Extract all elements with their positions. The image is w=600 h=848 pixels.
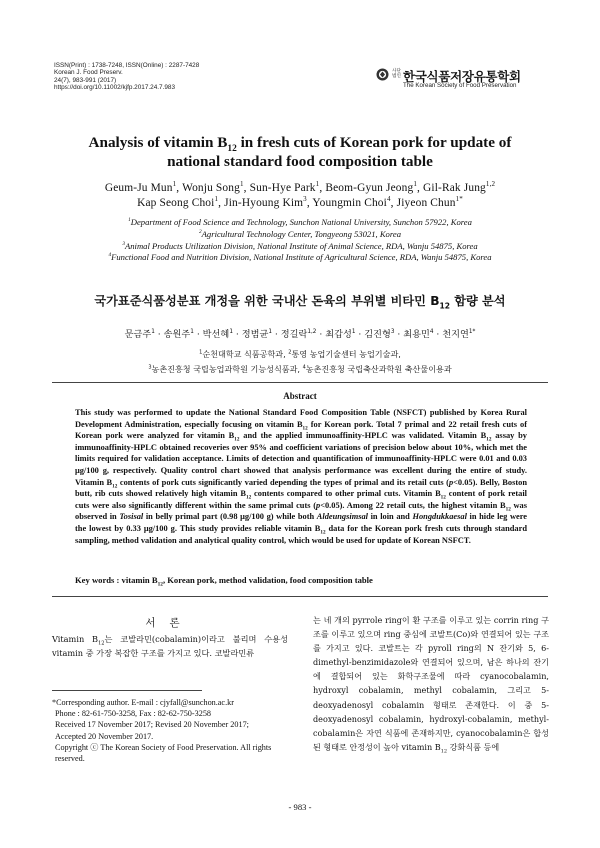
society-name-en: The Korean Society of Food Preservation	[403, 82, 517, 89]
author-name: Jiyeon Chun$^{1*}$	[396, 195, 463, 209]
author-name: Kap Seong Choi$^1$	[137, 195, 219, 209]
affil-num: 4	[108, 252, 112, 259]
corresponding-footnote	[52, 697, 290, 764]
society-emblem-icon	[376, 68, 389, 81]
author-affil-sup: 3	[303, 195, 307, 204]
volume-line: 24(7), 983-991 (2017)	[54, 76, 117, 84]
journal-name: Korean J. Food Preserv.	[54, 69, 123, 77]
paper-title-en: Analysis of vitamin $B_{12}$ in fresh cuts of Korean pork for update of national standard food composition table	[88, 134, 512, 170]
affil-num: 1	[128, 217, 131, 224]
author-affil-sup: 1	[190, 328, 194, 335]
society-logo-block	[376, 66, 556, 96]
author-name: 최용민$^4$	[403, 328, 434, 340]
author-list-en: Geum-Ju Mun$^1$, Wonju Song$^1$, Sun-Hye Park$^1$, Beom-Gyun Jeong$^1$, Gil-Rak Jung$^{1,2}$ Kap Seong Choi$^1$, Jin-Hyoung Kim$^3$, Youngmin Choi$^4$, Jiyeon Chun$^{1*}$	[104, 180, 496, 209]
author-name: 박선혜$^1$	[202, 328, 233, 340]
intro-left-column: Vitamin $B_{12}$는 코발라민(cobalamin)이라고 불리며 수용성 vitamin 중 가장 복잡한 구조를 가지고 있다. 코발라민류	[52, 634, 288, 659]
intro-right-column: 는 네 개의 pyrrole ring이 환 구조를 이루고 있는 corrin ring 구조를 이루고 있으며 ring 중심에 코발트(Co)와 연결되어 있는 구조를 가지고 있다. 코발트는 각 pyroll ring의 N 잔기와 5, 6-dimethyl-benzimidazole와 연결되어 있으며, 남은 하나의 잔기에 결합되어 있는 화학구조물에 따라 cyanocobalamin, hydroxyl cobalamin, methyl cobalamin, 그리고 5-deoxyadenosyl cobalamin 형태로 존재한다. 이 중 5-deoxyadenosyl cobalamin, hydroxyl-cobalamin, methyl-cobalamin은 자연 식품에 존재하지만, cyanocobalamin은 합성된 형태로 안정성이 높아 vitamin $B_{12}$ 강화식품 등에	[313, 615, 549, 755]
author-name: 정길락$^{1,2}$	[280, 328, 317, 340]
author-name: Gil-Rak Jung$^{1,2}$	[423, 180, 496, 194]
author-name: 정범균$^1$	[241, 328, 272, 340]
affil-num: 2	[199, 228, 202, 235]
affiliation-list-en	[40, 217, 560, 264]
accepted-date: Accepted 20 November 2017.	[55, 731, 154, 741]
author-name: Geum-Ju Mun$^1$	[104, 180, 177, 194]
author-name: 송원주$^1$	[163, 328, 194, 340]
author-name: 최갑성$^1$	[325, 328, 356, 340]
society-prefix: 사단법인	[392, 69, 401, 80]
received-date: Received 17 November 2017; Revised 20 November 2017;	[55, 720, 249, 730]
journal-header	[54, 62, 354, 91]
author-affil-sup: 1	[151, 328, 155, 335]
affil-num: 1	[199, 349, 203, 356]
author-affil-sup: 1*	[468, 328, 476, 335]
author-name: Jin-Hyoung Kim$^3$	[224, 195, 307, 209]
divider-bottom	[52, 596, 548, 597]
affiliation-item: $^4$Functional Food and Nutrition Division, National Institute of Agricultural Science, RDA, Wanju 54875, Korea	[108, 252, 492, 263]
corresponding-author: *Corresponding author. E-mail : cjyfall@sunchon.ac.kr	[52, 698, 234, 707]
affiliation-item: $^1$Department of Food Science and Technology, Sunchon National University, Sunchon 57922, Korea	[128, 217, 472, 227]
author-affil-sup: 1	[172, 180, 177, 189]
author-affil-sup: 1	[229, 328, 233, 335]
author-affil-sup: 1	[214, 195, 219, 204]
affil-num: 3	[122, 240, 126, 247]
society-name-ko: 한국식품저장유통학회	[403, 69, 521, 84]
author-name: 천지연$^{1*}$	[442, 328, 476, 340]
keywords-label: Key words :	[75, 575, 122, 585]
author-name: Wonju Song$^1$	[182, 180, 244, 194]
divider-top	[52, 382, 548, 383]
author-affil-sup: 1	[315, 180, 320, 189]
author-affil-sup: 1,2	[485, 180, 496, 189]
author-name: 문금주$^1$	[124, 328, 155, 340]
affil-num: 4	[302, 363, 306, 370]
author-affil-sup: 4	[386, 195, 391, 204]
author-affil-sup: 4	[429, 328, 434, 335]
affiliation-item: $^2$Agricultural Technology Center, Tongyeong 53021, Korea	[199, 228, 401, 239]
author-affil-sup: 1	[351, 328, 356, 335]
author-name: Youngmin Choi$^4$	[312, 195, 391, 209]
affiliation-list-ko: $^1$순천대학교 식품공학과, $^2$통영 농업기술센터 농업기술과, $^3$농촌진흥청 국립농업과학원 기능성식품과, $^4$농촌진흥청 국립축산과학원 축산물이용과	[148, 349, 452, 374]
author-name: 김진형$^3$	[364, 328, 395, 340]
author-affil-sup: 1	[413, 180, 418, 189]
author-affil-sup: 1	[239, 180, 244, 189]
author-affil-sup: 1	[268, 328, 272, 335]
author-affil-sup: 1,2	[307, 328, 317, 335]
paper-title-ko: 국가표준식품성분표 개정을 위한 국내산 돈육의 부위별 비타민 $B_{12}$ 함량 분석	[94, 294, 506, 311]
section-heading-intro: 서론	[145, 617, 194, 629]
keywords-line	[75, 575, 527, 588]
page-number: - 983 -	[288, 802, 312, 812]
issn-line: ISSN(Print) : 1738-7248, ISSN(Online) : 2287-7428	[54, 62, 200, 69]
author-affil-sup: 1*	[455, 195, 463, 204]
contact-phone: Phone : 82-61-750-3258, Fax : 82-62-750-3258	[55, 709, 212, 719]
author-name: Beom-Gyun Jeong$^1$	[325, 180, 418, 194]
affil-num: 2	[288, 349, 292, 356]
affiliation-item: $^3$Animal Products Utilization Division, National Institute of Animal Science, RDA, Wanju 54875, Korea	[122, 240, 478, 251]
doi-link[interactable]: https://doi.org/10.11002/kjfp.2017.24.7.983	[54, 83, 176, 91]
author-name: Sun-Hye Park$^1$	[249, 180, 320, 194]
author-affil-sup: 3	[390, 328, 395, 335]
abstract-heading: Abstract	[283, 391, 317, 401]
author-list-ko: 문금주$^1$ · 송원주$^1$ · 박선혜$^1$ · 정범균$^1$ · 정길락$^{1,2}$ · 최갑성$^1$ · 김진형$^3$ · 최용민$^4$ · 천지연$^{1*}$	[124, 328, 476, 340]
footnote-divider	[52, 690, 202, 691]
abstract-body: This study was performed to update the National Standard Food Composition Table (NSFCT) published by Korea Rural Development Administration, especially focusing on vitamin $B_{12}$ for Korean pork. Total 7 primal and 22 retail fresh cuts of Korean pork were analyzed for vitamin $B_{12}$ and the applied immunoaffinity-HPLC was validated. Vitamin $B_{12}$ assay by immunoaffinity-HPLC obtained recoveries over 95% and coefficient variations of precision below about 10%, which met the limits required for validation acceptance. Limits of detection and quantification of immunoaffinity-HPLC were 0.01 and 0.03 μg/100 g, respectively. Quality control chart showed that analysis performance was excellent during the entire of study. Vitamin $B_{12}$ contents of pork cuts significantly varied depending the types of primal and its retail cuts (p<0.05). Belly, Boston butt, rib cuts showed relatively high vitamin $B_{12}$ contents compared to other primal cuts. Vitamin $B_{12}$ content of pork retail cuts were also significantly different within the same primal cuts (p<0.05). Among 22 retail cuts, the highest vitamin $B_{12}$ was observed in Tosisal in belly primal part (0.98 μg/100 g) while both Aldeungsimsal in loin and Hongdukkaesal in hide leg were the lowest by 0.33 μg/100 g. This study provides reliable vitamin $B_{12}$ data for the Korean pork fresh cuts through standard sampling, method validation and analytical quality control, which would be used for update of Korean NSFCT.	[75, 408, 528, 545]
copyright-notice: Copyright ⓒ The Korean Society of Food Preservation. All rights reserved.	[55, 742, 272, 764]
affil-num: 3	[148, 363, 152, 370]
keywords-text: vitamin $B_{12}$, Korean pork, method validation, food composition table	[121, 575, 373, 588]
